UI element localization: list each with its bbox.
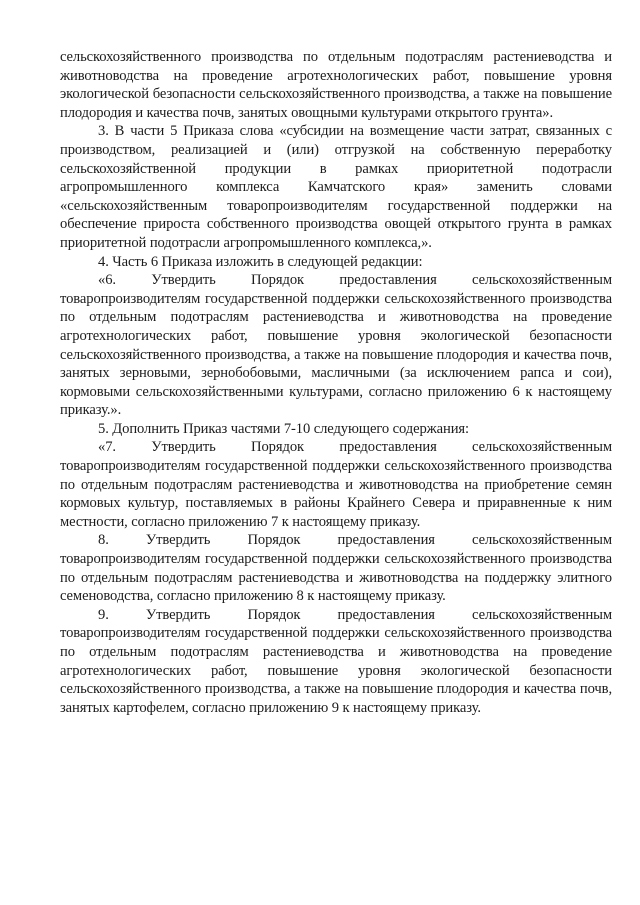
document-body [60, 48, 612, 717]
paragraph-item-3: 3. В части 5 Приказа слова «субсидии на возмещение части затрат, связанных с производством, реализацией и (или) отгрузкой на собственную переработку сельскохозяйственной продукции в рамках приоритетной подотрасли агропромышленного комплекса Камчатского края» заменить словами «сельскохозяйственным товаропроизводителям государственной поддержки на обеспечение прироста собственного производства овощей открытого грунта в рамках приоритетной подотрасли агропромышленного комплекса,». [60, 123, 612, 251]
paragraph-continuation: сельскохозяйственного производства по отдельным подотраслям растениеводства и животноводства на проведение агротехнологических работ, повышение уровня экологической безопасности сельскохозяйственного производства, а также на повышение плодородия и качества почв, занятых овощными культурами открытого грунта». [60, 49, 612, 121]
paragraph-item-4: 4. Часть 6 Приказа изложить в следующей редакции: [98, 253, 423, 270]
paragraph-item-8: 8. Утвердить Порядок предоставления сельскохозяйственным товаропроизводителям государственной поддержки сельскохозяйственного производства по отдельным подотраслям растениеводства и животноводства на поддержку элитного семеноводства, согласно приложению 8 к настоящему приказу. [60, 532, 612, 605]
paragraph-item-5: 5. Дополнить Приказ частями 7-10 следующего содержания: [98, 420, 469, 437]
paragraph-item-6-quote: «6. Утвердить Порядок предоставления сельскохозяйственным товаропроизводителям государственной поддержки сельскохозяйственного производства по отдельным подотраслям растениеводства и животноводства на проведение агротехнологических работ, повышение уровня экологической безопасности сельскохозяйственного производства, а также на повышение плодородия и качества почв, занятых зерновыми, зернобобовыми, масличными (за исключением рапса и сои), кормовыми сельскохозяйственными культурами, согласно приложению 6 к настоящему приказу.». [60, 272, 612, 419]
paragraph-item-9: 9. Утвердить Порядок предоставления сельскохозяйственным товаропроизводителям государственной поддержки сельскохозяйственного производства по отдельным подотраслям растениеводства и животноводства на проведение агротехнологических работ, повышение уровня экологической безопасности сельскохозяйственного производства, а также на повышение плодородия и качества почв, занятых картофелем, согласно приложению 9 к настоящему приказу. [60, 606, 612, 716]
paragraph-item-7-quote: «7. Утвердить Порядок предоставления сельскохозяйственным товаропроизводителям государственной поддержки сельскохозяйственного производства по отдельным подотраслям растениеводства и животноводства на приобретение семян кормовых культур, поставляемых в районы Крайнего Севера и приравненные к ним местности, согласно приложению 7 к настоящему приказу. [60, 439, 612, 530]
